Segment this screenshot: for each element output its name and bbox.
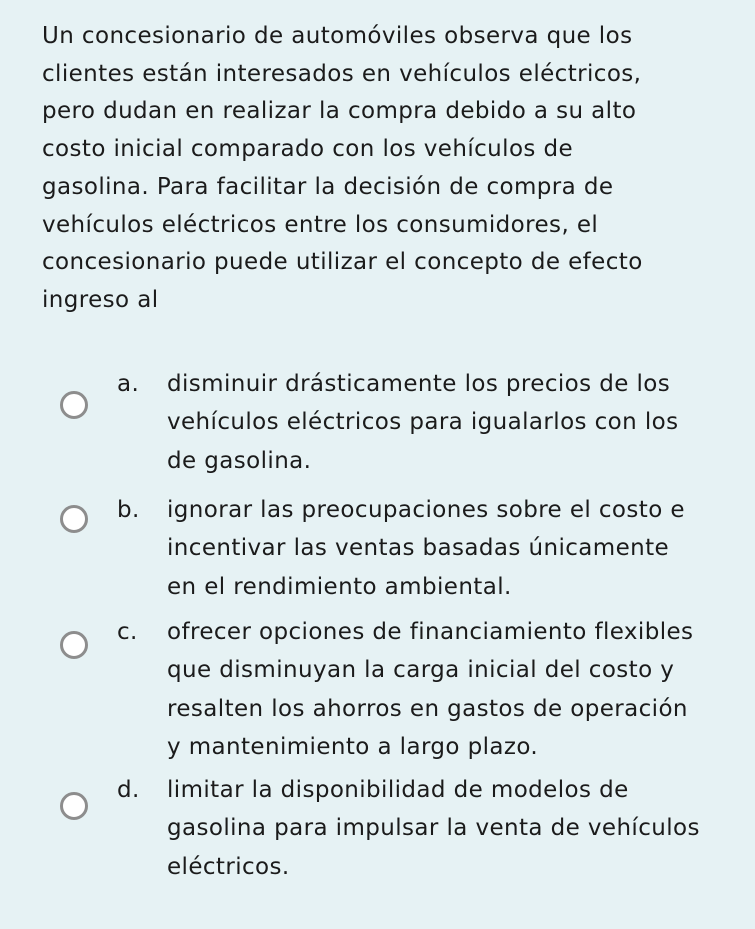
option-d-text: limitar la disponibilidad de modelos de gasolina para impulsar la venta de vehículos eléctricos. — [167, 777, 700, 880]
option-b-radio[interactable] — [60, 505, 88, 533]
option-b-letter: b. — [117, 497, 140, 523]
option-a-text: disminuir drásticamente los precios de los vehículos eléctricos para igualarlos con los de gasolina. — [167, 371, 679, 474]
option-c-text: ofrecer opciones de financiamiento flexibles que disminuyan la carga inicial del costo y resalten los ahorros en gastos de operación y mantenimiento a largo plazo. — [167, 619, 694, 761]
option-c-radio[interactable] — [60, 631, 88, 659]
option-a[interactable] — [0, 365, 755, 481]
option-b-text: ignorar las preocupaciones sobre el costo e incentivar las ventas basadas únicamente en el rendimiento ambiental. — [167, 497, 685, 600]
option-b[interactable] — [0, 491, 755, 607]
question-text: Un concesionario de automóviles observa que los clientes están interesados en vehículos eléctricos, pero dudan en realizar la compra debido a su alto costo inicial comparado con los vehículos de gasolina. Para facilitar la decisión de compra de vehículos eléctricos entre los consumidores, el concesionario puede utilizar el concepto de efecto ingreso al — [42, 23, 643, 313]
option-a-radio[interactable] — [60, 391, 88, 419]
option-c-letter: c. — [117, 619, 138, 645]
option-d-radio[interactable] — [60, 792, 88, 820]
option-a-letter: a. — [117, 371, 140, 397]
option-c[interactable] — [0, 613, 755, 767]
option-d[interactable] — [0, 771, 755, 887]
option-d-letter: d. — [117, 777, 140, 803]
